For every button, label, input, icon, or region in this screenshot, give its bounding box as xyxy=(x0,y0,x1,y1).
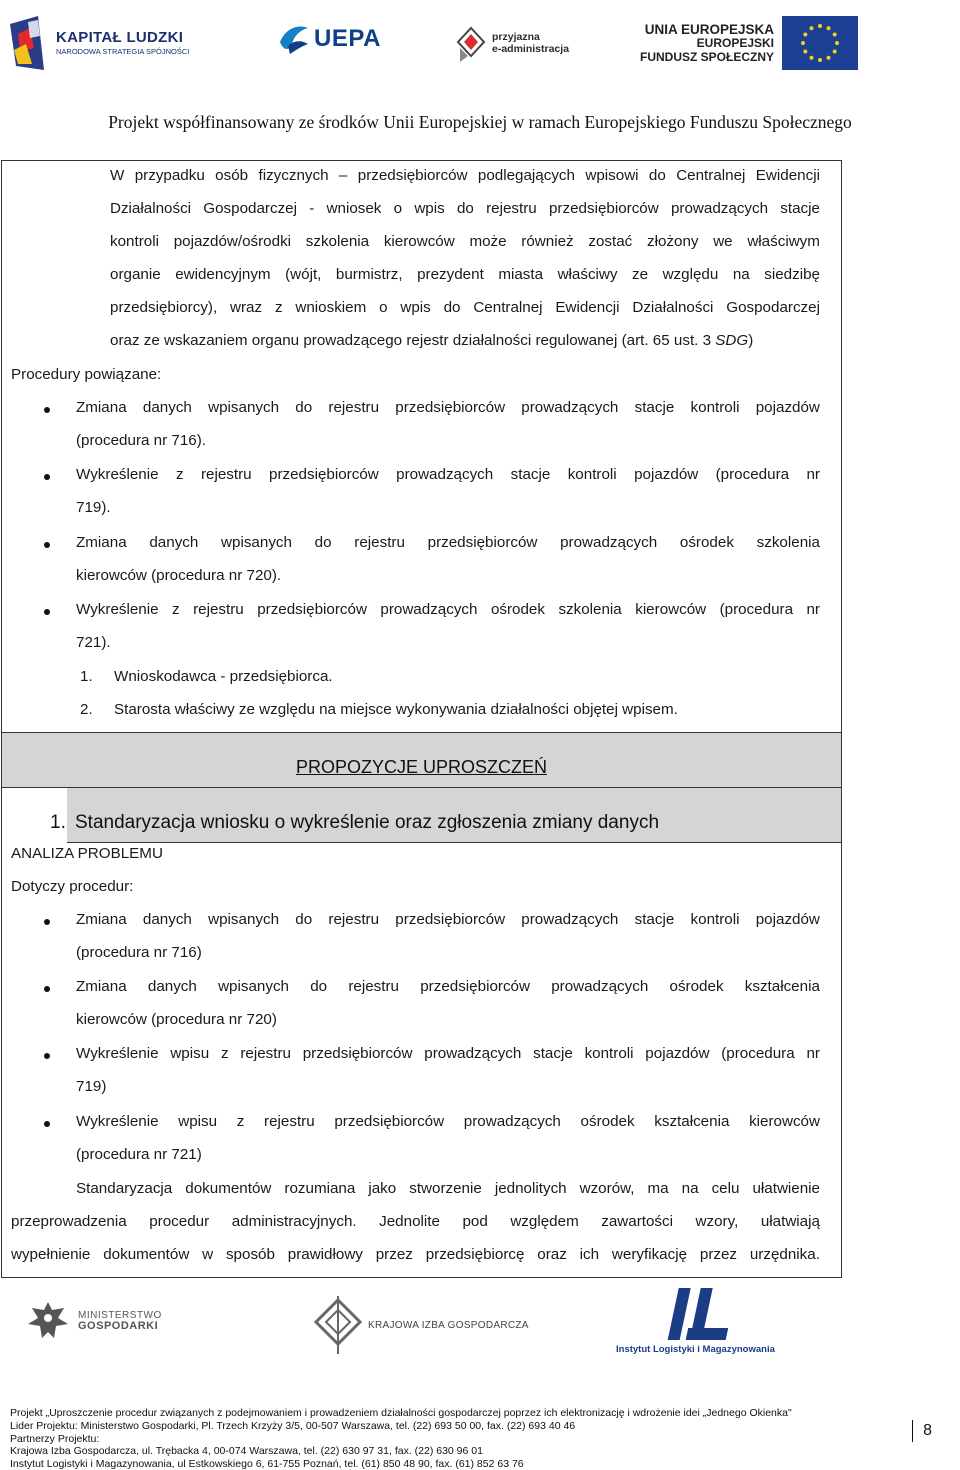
word: prowadzących xyxy=(551,978,649,995)
footer-info xyxy=(10,1407,792,1470)
intro-last-line xyxy=(110,332,753,349)
word: zostać xyxy=(588,233,633,250)
word: z xyxy=(236,1113,245,1130)
intro-line xyxy=(110,167,820,184)
word: (procedura xyxy=(719,601,794,618)
word: ośrodek xyxy=(679,534,734,551)
przyjazna-e-administracja-logo xyxy=(456,26,569,62)
eu-star-icon xyxy=(801,41,805,45)
word: kształcenia xyxy=(744,978,820,995)
word: wpis xyxy=(400,299,431,316)
word: fizycznych xyxy=(258,167,329,184)
word: stworzenie xyxy=(409,1180,482,1197)
word: - xyxy=(309,200,315,217)
word: pojazdów xyxy=(634,466,699,483)
word: kierowców xyxy=(635,601,707,618)
page-number: 8 xyxy=(912,1420,932,1442)
related-item-line2: 721). xyxy=(76,634,111,651)
word: sposób xyxy=(225,1246,275,1263)
bullet-icon xyxy=(44,1121,50,1127)
word: W xyxy=(110,167,125,184)
unia-europejska-logo xyxy=(640,16,858,70)
word: szkolenia xyxy=(558,601,622,618)
word: stacje xyxy=(780,200,820,217)
word: względem xyxy=(510,1213,579,1230)
footer-line: Partnerzy Projektu: xyxy=(10,1432,100,1445)
word: pojazdów/ośrodki xyxy=(173,233,292,250)
kapital-ludzki-emblem-icon xyxy=(8,14,46,72)
word: prowadzących xyxy=(670,200,769,217)
word: wzorów, xyxy=(579,1180,635,1197)
word: wpisu xyxy=(170,1045,210,1062)
word: ułatwiają xyxy=(760,1213,820,1230)
eu-star-icon xyxy=(835,41,839,45)
word: burmistrz, xyxy=(335,266,403,283)
word: przypadku xyxy=(134,167,205,184)
related-item-line1 xyxy=(76,466,820,483)
word: wpisanych xyxy=(221,534,292,551)
word: kontroli xyxy=(567,466,617,483)
project-cofinancing-line: Projekt współfinansowany ze środków Unii Europejskiej w ramach Europejskiego Funduszu Społecznego xyxy=(108,112,852,132)
word: ze xyxy=(632,266,649,283)
word: (procedura xyxy=(721,1045,795,1062)
word: rejestru xyxy=(240,1045,291,1062)
word: prowadzących xyxy=(521,399,619,416)
kapital-ludzki-title: KAPITAŁ LUDZKI xyxy=(56,28,184,46)
word: Wykreślenie xyxy=(76,1045,159,1062)
word: ośrodek xyxy=(580,1113,635,1130)
related-item-line1 xyxy=(76,601,820,618)
word: przeprowadzenia xyxy=(11,1213,127,1230)
word: przedsiębiorców xyxy=(395,399,506,416)
word: prowadzących xyxy=(560,534,658,551)
word: Wykreślenie xyxy=(76,601,159,618)
word: ewidencyjnym xyxy=(175,266,271,283)
word: zawartości xyxy=(601,1213,673,1230)
word: prowadzących xyxy=(396,466,494,483)
word: kontroli xyxy=(690,399,740,416)
word: przedsiębiorców xyxy=(257,601,367,618)
word: przez xyxy=(699,1246,738,1263)
word: prawidłowy xyxy=(287,1246,363,1263)
word: oraz xyxy=(537,1246,567,1263)
bullet-icon xyxy=(44,474,50,480)
intro-line xyxy=(110,266,820,283)
bullet-icon xyxy=(44,407,50,413)
numbered-item-2-num: 2. xyxy=(80,701,93,718)
word: rejestru xyxy=(354,534,405,551)
word: kierowców xyxy=(749,1113,820,1130)
word: rejestru xyxy=(328,399,380,416)
word: Zmiana xyxy=(76,399,127,416)
word: z xyxy=(220,1045,229,1062)
word: wpisowi xyxy=(585,167,639,184)
related-item-line2: kierowców (procedura nr 720). xyxy=(76,567,282,584)
closing-line xyxy=(11,1246,820,1263)
word: osób xyxy=(215,167,249,184)
word: do xyxy=(648,167,666,184)
word: rejestru xyxy=(193,601,244,618)
concern-item-line1 xyxy=(76,978,820,995)
word: przez xyxy=(375,1246,413,1263)
concern-item-line2: kierowców (procedura nr 720) xyxy=(76,1011,277,1028)
word: prowadzących xyxy=(521,911,619,928)
word: danych xyxy=(142,911,192,928)
word: Centralnej xyxy=(676,167,746,184)
word: Ewidencji xyxy=(755,167,820,184)
word: złożony xyxy=(646,233,699,250)
pea-line1: przyjazna xyxy=(492,31,540,44)
eu-flag-icon xyxy=(782,16,858,70)
word: celu xyxy=(711,1180,740,1197)
row-divider xyxy=(67,842,841,843)
instytut-logistyki-logo xyxy=(616,1282,775,1355)
word: z xyxy=(172,601,180,618)
footer-line: Projekt „Uproszczenie procedur związanych z podejmowaniem i prowadzeniem działalności gospodarczej poprzez ich elektronizację i wdrożenie idei „Jednego Okienka" xyxy=(10,1407,792,1419)
word: wpisanych xyxy=(208,911,280,928)
word: kształcenia xyxy=(654,1113,730,1130)
subsection-title: Standaryzacja wniosku o wykreślenie oraz zgłoszenia zmiany danych xyxy=(75,812,660,833)
word: wraz xyxy=(230,299,263,316)
kapital-ludzki-logo xyxy=(8,14,189,72)
subsection-number: 1. xyxy=(50,812,66,833)
word: wzory, xyxy=(695,1213,739,1230)
word: pod xyxy=(462,1213,488,1230)
eu-star-icon xyxy=(803,50,807,54)
header-logos xyxy=(0,0,960,90)
word: przedsiębiorców xyxy=(302,1045,413,1062)
ueepa-title: UEPA xyxy=(314,25,381,52)
word: Wykreślenie xyxy=(76,1113,159,1130)
word: wniosek xyxy=(326,200,382,217)
word: o xyxy=(393,200,403,217)
word: Zmiana xyxy=(76,534,127,551)
word: (wójt, xyxy=(285,266,322,283)
word: ułatwienie xyxy=(752,1180,820,1197)
word: rejestru xyxy=(328,911,380,928)
word: danych xyxy=(142,399,192,416)
related-item-line2: 719). xyxy=(76,499,111,516)
word: rejestru xyxy=(200,466,252,483)
word: Ewidencji xyxy=(555,299,620,316)
word: do xyxy=(310,978,328,995)
intro-last-line-text: oraz ze wskazaniem organu prowadzącego rejestr działalności regulowanej (art. 65 ust. 3 xyxy=(110,332,716,349)
word: dokumentów xyxy=(185,1180,272,1197)
section-title: PROPOZYCJE UPROSZCZEŃ xyxy=(295,757,548,777)
pea-line2: e-administracja xyxy=(492,43,570,55)
word: może xyxy=(469,233,507,250)
word: stacje xyxy=(634,911,675,928)
word: nr xyxy=(806,466,820,483)
eu-star-icon xyxy=(833,50,837,54)
word: Działalności xyxy=(110,200,192,217)
krajowa-izba-gospodarcza-logo xyxy=(312,1296,529,1354)
word: wpisu xyxy=(178,1113,218,1130)
bullet-icon xyxy=(44,609,50,615)
word: kierowców xyxy=(383,233,455,250)
eu-star-icon xyxy=(827,26,831,30)
related-item-line1 xyxy=(76,399,820,416)
word: na xyxy=(732,266,750,283)
related-item-line2: (procedura nr 716). xyxy=(76,432,207,449)
word: danych xyxy=(149,534,199,551)
eu-star-icon xyxy=(833,33,837,37)
word: z xyxy=(175,466,184,483)
kig-emblem-icon xyxy=(312,1296,364,1354)
word: – xyxy=(338,167,348,184)
ilim-mark-icon xyxy=(640,1282,750,1344)
word: Zmiana xyxy=(76,911,127,928)
word: przedsiębiorców xyxy=(395,911,506,928)
word: szkolenia xyxy=(756,534,820,551)
concern-item-line1 xyxy=(76,1045,820,1062)
word: na xyxy=(681,1180,699,1197)
word: przedsiębiorcę xyxy=(425,1246,525,1263)
word: z xyxy=(274,299,283,316)
word: wypełnienie xyxy=(11,1246,91,1263)
word: wpisanych xyxy=(208,399,280,416)
word: do xyxy=(295,911,313,928)
numbered-item-1-text: Wnioskodawca - przedsiębiorca. xyxy=(114,668,333,685)
ueepa-logo xyxy=(278,22,381,56)
word: o xyxy=(379,299,388,316)
bullet-icon xyxy=(44,542,50,548)
ilim-text: Instytut Logistyki i Magazynowania xyxy=(616,1344,775,1355)
word: przedsiębiorców xyxy=(420,978,530,995)
word: również xyxy=(521,233,574,250)
word: miasta xyxy=(498,266,544,283)
word: nr xyxy=(806,601,820,618)
word: właściwym xyxy=(747,233,820,250)
kapital-ludzki-subtitle: NARODOWA STRATEGIA SPÓJNOŚCI xyxy=(56,47,190,57)
intro-sdg-abbr: SDG xyxy=(715,332,749,349)
word: Centralnej xyxy=(473,299,543,316)
analysis-label: ANALIZA PROBLEMU xyxy=(11,845,163,862)
word: szkolenia xyxy=(305,233,370,250)
word: prowadzących xyxy=(380,601,478,618)
concern-item-line2: (procedura nr 716) xyxy=(76,944,202,961)
mg-line1: MINISTERSTWO xyxy=(78,1309,162,1321)
word: administracyjnych. xyxy=(231,1213,357,1230)
word: wpis xyxy=(414,200,445,217)
intro-line xyxy=(110,200,820,217)
word: ma xyxy=(647,1180,669,1197)
eu-star-icon xyxy=(827,56,831,60)
closing-line xyxy=(11,1213,820,1230)
ministerstwo-gospodarki-logo xyxy=(24,1298,162,1346)
word: właściwy xyxy=(557,266,618,283)
word: przedsiębiorców xyxy=(269,466,379,483)
bullet-icon xyxy=(44,919,50,925)
word: danych xyxy=(147,978,197,995)
word: jednolitych xyxy=(494,1180,567,1197)
word: przedsiębiorców xyxy=(357,167,468,184)
intro-line xyxy=(110,233,820,250)
eu-star-icon xyxy=(810,56,814,60)
eu-star-icon xyxy=(818,58,822,62)
footer-line: Lider Projektu: Ministerstwo Gospodarki, Pl. Trzech Krzyży 3/5, 00-507 Warszawa, tel. (22) 693 50 00, fax. (22) 693 40 46 xyxy=(10,1419,576,1432)
word: jako xyxy=(368,1180,397,1197)
word: dokumentów xyxy=(103,1246,190,1263)
word: Gospodarczej xyxy=(726,299,820,316)
word: (procedura xyxy=(715,466,790,483)
word: ośrodek xyxy=(490,601,545,618)
word: Wykreślenie xyxy=(76,466,159,483)
eu-star-icon xyxy=(810,26,814,30)
word: Standaryzacja xyxy=(76,1180,173,1197)
word: weryfikację xyxy=(611,1246,688,1263)
numbered-item-2-text: Starosta właściwy ze względu na miejsce wykonywania działalności objętej wpisem. xyxy=(114,701,678,718)
mg-line2: GOSPODARKI xyxy=(78,1320,159,1333)
word: przedsiębiorców xyxy=(548,200,659,217)
word: w xyxy=(202,1246,214,1263)
pea-diamond-icon xyxy=(456,26,486,62)
word: przedsiębiorcy), xyxy=(110,299,218,316)
ue-line1: UNIA EUROPEJSKA xyxy=(644,22,775,37)
word: stacje xyxy=(533,1045,573,1062)
intro-line xyxy=(110,299,820,316)
word: do xyxy=(456,200,474,217)
word: Gospodarczej xyxy=(203,200,297,217)
concern-item-line2: 719) xyxy=(76,1078,107,1095)
word: siedzibę xyxy=(764,266,820,283)
word: rejestru xyxy=(348,978,399,995)
word: wpisanych xyxy=(218,978,289,995)
word: prowadzących xyxy=(463,1113,561,1130)
word: Jednolite xyxy=(379,1213,440,1230)
word: kontroli xyxy=(584,1045,634,1062)
word: stacje xyxy=(510,466,551,483)
ue-line2: EUROPEJSKI xyxy=(696,36,775,51)
word: do xyxy=(314,534,332,551)
word: podlegających xyxy=(477,167,575,184)
related-item-line1 xyxy=(76,534,820,551)
bullet-icon xyxy=(44,1053,50,1059)
word: ośrodek xyxy=(669,978,724,995)
footer-line: Instytut Logistyki i Magazynowania, ul Estkowskiego 6, 61-755 Poznań, tel. (61) 850 48 90, fax. (61) 852 63 76 xyxy=(10,1458,524,1470)
footer-logos xyxy=(0,1290,960,1370)
related-procedures-heading: Procedury powiązane: xyxy=(11,366,162,383)
document-table xyxy=(1,160,842,1278)
word: organie xyxy=(110,266,161,283)
word: kontroli xyxy=(110,233,159,250)
concern-item-line1 xyxy=(76,1113,820,1130)
word: urzędnika. xyxy=(749,1246,820,1263)
concern-item-line2: (procedura nr 721) xyxy=(76,1146,202,1163)
word: kontroli xyxy=(690,911,740,928)
word: pojazdów xyxy=(645,1045,710,1062)
word: we xyxy=(713,233,733,250)
ueepa-bird-icon xyxy=(278,22,310,56)
word: Działalności xyxy=(632,299,714,316)
word: pojazdów xyxy=(755,911,820,928)
word: do xyxy=(295,399,313,416)
concerns-label: Dotyczy procedur: xyxy=(11,878,134,895)
eu-star-icon xyxy=(818,24,822,28)
concern-item-line1 xyxy=(76,911,820,928)
footer-line: Krajowa Izba Gospodarcza, ul. Trębacka 4, 00-074 Warszawa, tel. (22) 630 97 31, fax. (22) 630 96 01 xyxy=(10,1445,483,1458)
word: rozumiana xyxy=(284,1180,356,1197)
word: rejestru xyxy=(486,200,537,217)
word: stacje xyxy=(634,399,675,416)
intro-last-line-close: ) xyxy=(748,332,754,349)
ue-line3: FUNDUSZ SPOŁECZNY xyxy=(640,49,775,64)
word: prezydent xyxy=(417,266,484,283)
word: względu xyxy=(662,266,719,283)
word: wnioskiem xyxy=(295,299,367,316)
word: rejestru xyxy=(264,1113,315,1130)
eu-star-icon xyxy=(803,33,807,37)
word: ich xyxy=(579,1246,600,1263)
word: nr xyxy=(806,1045,820,1062)
kig-text: KRAJOWA IZBA GOSPODARCZA xyxy=(368,1319,529,1331)
word: przedsiębiorców xyxy=(334,1113,445,1130)
closing-line xyxy=(76,1180,820,1197)
polish-eagle-icon xyxy=(24,1298,72,1346)
word: pojazdów xyxy=(755,399,820,416)
word: prowadzących xyxy=(424,1045,522,1062)
word: Zmiana xyxy=(76,978,127,995)
word: przedsiębiorców xyxy=(427,534,538,551)
bullet-icon xyxy=(44,986,50,992)
word: do xyxy=(443,299,461,316)
word: procedur xyxy=(149,1213,210,1230)
numbered-item-1-num: 1. xyxy=(80,668,93,685)
